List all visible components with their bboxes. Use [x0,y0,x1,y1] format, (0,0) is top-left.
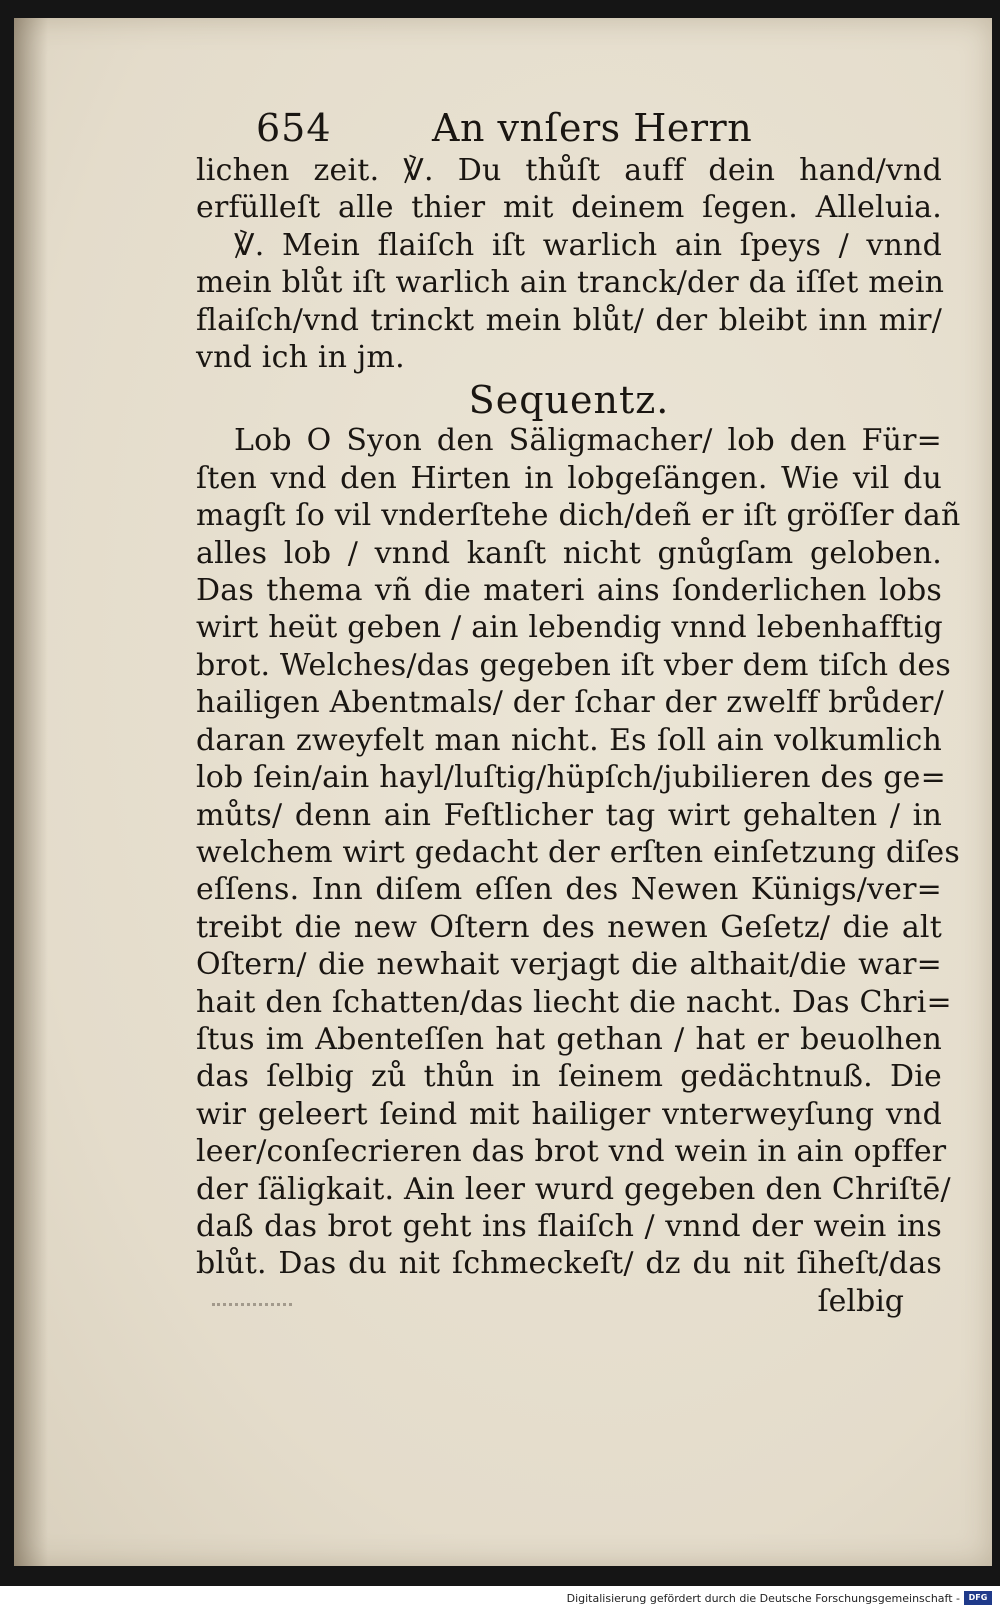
text-line: vnd ich in jm. [196,340,405,376]
funding-credit: Digitalisierung gefördert durch die Deutsche Forschungsgemeinschaft - [566,1592,960,1605]
text-line: der ſäligkait. Ain leer wurd gegeben den Chriſtē/ [196,1171,951,1207]
text-line: flaiſch/vnd trinckt mein blůt/ der bleibt inn mir/ [196,302,942,338]
text-line: treibt die new Oſtern des newen Geſetz/ die alt [196,909,942,945]
text-line: leer/conſecrieren das brot vnd wein in ain opffer [196,1134,947,1170]
text-line: magſt ſo vil vnderſtehe dich/deñ er iſt gröſſer dañ [196,498,961,534]
text-line: wir geleert ſeind mit hailiger vnterweyſung vnd [196,1096,942,1132]
text-line: ſten vnd den Hirten in lobgeſängen. Wie vil du [196,460,942,496]
text-line: eſſens. Inn diſem eſſen des Newen Künigs/ver= [196,872,942,908]
text-line: Oſtern/ die newhait verjagt die althait/die war= [196,947,942,983]
text-line: můts/ denn ain Feſtlicher tag wirt gehalten / in [196,797,942,833]
section-heading: Sequentz. [468,378,670,423]
text-line: welchem wirt gedacht der erſten einſetzung diſes [196,834,960,870]
text-line: brot. Welches/das gegeben iſt vber dem tiſch des [196,647,951,683]
ink-smudge [212,1293,292,1306]
text-line: lichen zeit. ℣. Du thůſt auff dein hand/vnd [196,153,942,188]
text-line: daß das brot geht ins flaiſch / vnnd der wein ins [196,1208,942,1244]
text-line: mein blůt iſt warlich ain tranck/der da iſſet mein [196,265,945,301]
text-line: daran zweyfelt man nicht. Es ſoll ain volkumlich [196,722,942,758]
text-line: ℣. Mein flaiſch iſt warlich ain ſpeys / vnnd [234,227,942,263]
text-line: ſtus im Abenteſſen hat gethan / hat er beuolhen [196,1021,942,1057]
page-text-block [196,104,961,1320]
text-line: hailigen Abentmals/ der ſchar der zwelff brůder/ [196,685,944,721]
catchword: ſelbig [817,1283,904,1319]
page-header [196,104,942,152]
running-head: An vnſers Herrn [432,106,753,150]
text-line: Lob O Syon den Säligmacher/ lob den Für= [234,423,942,459]
page-spine-shadow [14,18,48,1566]
text-line: alles lob / vnnd kanſt nicht gnůgſam geloben. [196,535,942,571]
text-line: blůt. Das du nit ſchmeckeſt/ dz du nit ſiheſt/das [196,1246,942,1282]
page-number: 654 [256,106,332,150]
text-line: erfülleſt alle thier mit deinem ſegen. Alleluia. [196,190,942,226]
text-line: hait den ſchatten/das liecht die nacht. Das Chri= [196,984,952,1020]
dfg-logo-icon: DFG [964,1591,992,1605]
text-line: lob ſein/ain hayl/luſtig/hüpſch/jubilieren des ge= [196,760,946,796]
digitization-footer [0,1586,1000,1611]
text-line: Das thema vñ die materi ains ſonderlichen lobs [196,573,942,609]
text-line: wirt heüt geben / ain lebendig vnnd lebenhafftig [196,610,943,646]
text-line: das ſelbig zů thůn in ſeinem gedächtnuß. Die [196,1059,942,1095]
